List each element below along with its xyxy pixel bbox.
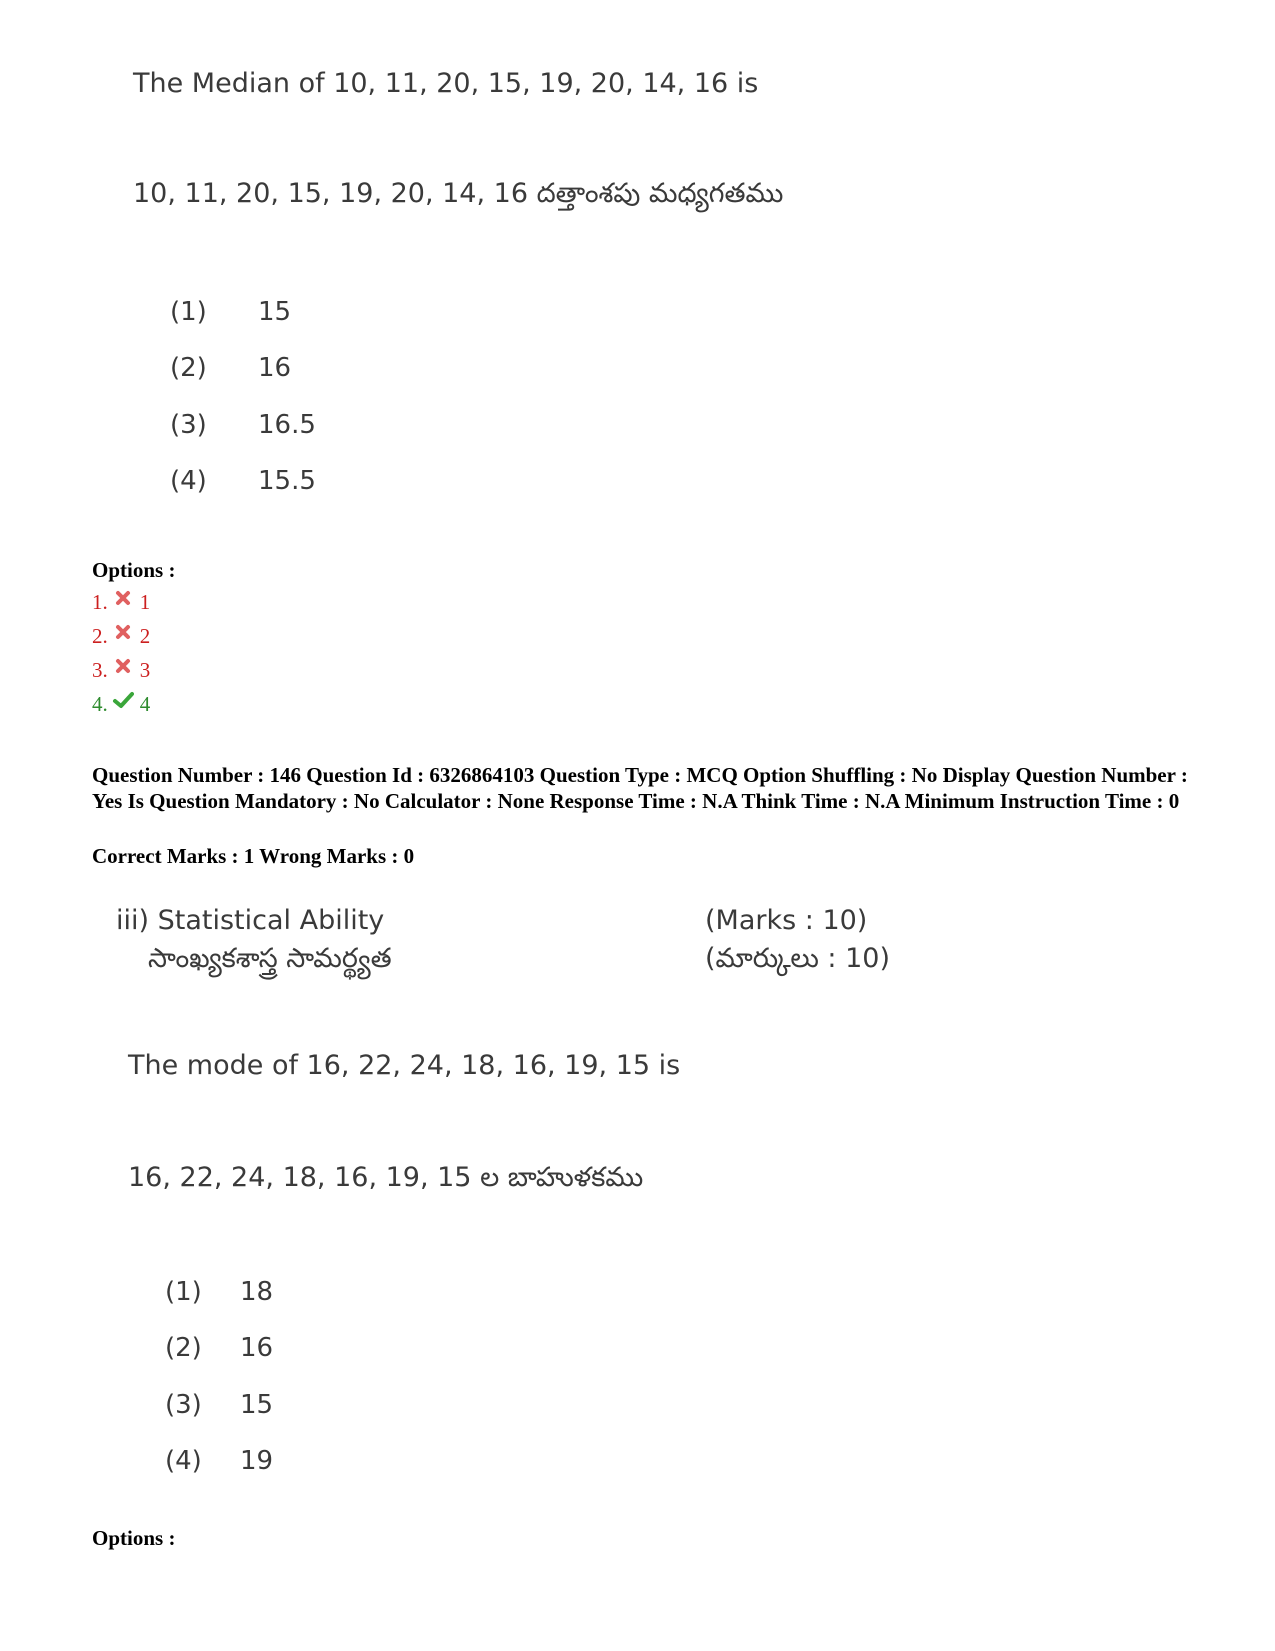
question-text-te: 10, 11, 20, 15, 19, 20, 14, 16 దత్తాంశపు మధ్యగతము xyxy=(133,178,784,209)
answer-index: 4. xyxy=(92,692,108,716)
cross-icon xyxy=(112,622,134,640)
choice-number: (1) xyxy=(165,1277,202,1307)
section-marks-te: (మార్కులు : 10) xyxy=(705,943,890,974)
answer-option xyxy=(92,624,150,649)
choice-number: (4) xyxy=(170,466,207,496)
answer-index: 3. xyxy=(92,658,108,682)
choice-number: (3) xyxy=(170,410,207,440)
choice-number: (1) xyxy=(170,297,207,327)
choice-number: (4) xyxy=(165,1446,202,1476)
section-marks-en: (Marks : 10) xyxy=(705,905,868,936)
answer-index: 1. xyxy=(92,590,108,614)
question-text-en: The Median of 10, 11, 20, 15, 19, 20, 14, 16 is xyxy=(133,68,759,99)
cross-icon xyxy=(112,656,134,674)
section-title-te: సాంఖ్యకశాస్త్ర సామర్థ్యత xyxy=(148,943,392,974)
choice-value: 15 xyxy=(240,1390,274,1420)
options-heading: Options : xyxy=(92,558,176,582)
answer-value: 3 xyxy=(139,658,151,682)
answer-index: 2. xyxy=(92,624,108,648)
choice-value: 16 xyxy=(240,1333,274,1363)
answer-value: 1 xyxy=(139,590,151,614)
choice-value: 16 xyxy=(258,353,292,383)
answer-option xyxy=(92,590,150,615)
question-text-en: The mode of 16, 22, 24, 18, 16, 19, 15 is xyxy=(128,1050,681,1081)
choice-value: 19 xyxy=(240,1446,274,1476)
check-icon xyxy=(112,690,134,708)
question-text-te: 16, 22, 24, 18, 16, 19, 15 ల బాహుళకము xyxy=(128,1162,644,1193)
answer-value: 4 xyxy=(139,692,151,716)
choice-value: 18 xyxy=(240,1277,274,1307)
question-marks: Correct Marks : 1 Wrong Marks : 0 xyxy=(92,844,415,868)
answer-option xyxy=(92,692,150,717)
options-heading: Options : xyxy=(92,1526,176,1550)
choice-value: 15 xyxy=(258,297,292,327)
choice-number: (2) xyxy=(165,1333,202,1363)
choice-value: 15.5 xyxy=(258,466,316,496)
choice-value: 16.5 xyxy=(258,410,316,440)
choice-number: (3) xyxy=(165,1390,202,1420)
choice-number: (2) xyxy=(170,353,207,383)
answer-value: 2 xyxy=(139,624,151,648)
section-title-en: iii) Statistical Ability xyxy=(116,905,385,936)
question-meta: Question Number : 146 Question Id : 6326864103 Question Type : MCQ Option Shuffling : No Display Question Number : Yes Is Question Mandatory : No Calculator : None Response Time : N.A Think Time : N.A Minimum Instruction Time : 0 xyxy=(92,763,1188,813)
cross-icon xyxy=(112,588,134,606)
answer-option xyxy=(92,658,150,683)
